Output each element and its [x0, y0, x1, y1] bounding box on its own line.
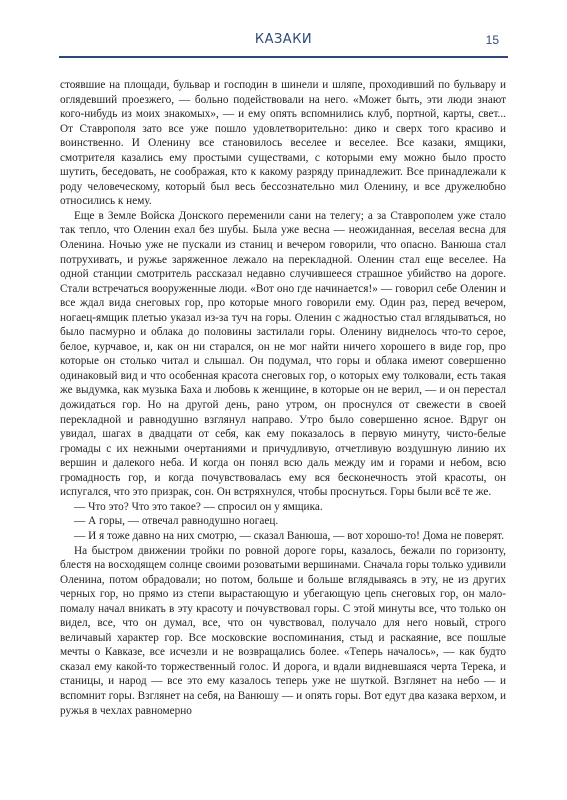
paragraph: Еще в Земле Войска Донского переменили сани на телегу; а за Ставрополем уже стало так тепло, что Оленин ехал без шубы. Была уже весна — неожиданная, веселая весна для Оленина. Ночью уже не пускали из станиц и вечером говорили, что опасно. Ванюша стал потрухивать, и ружье заряженное лежало на перекладной. Оленин стал еще веселее. На одной станции смотритель рассказал недавно случившееся страшное убийство на дороге. Стали встречаться вооруженные люди. «Вот оно где начинается!» — говорил себе Оленин и все ждал вида снеговых гор, про которые много говорили ему. Один раз, перед вечером, ногаец-ямщик плетью указал из-за туч на горы. Оленин с жадностью стал вглядываться, но было пасмурно и облака до половины застилали горы. Оленину виднелось что-то серое, белое, курчавое, и, как он ни старался, он не мог найти ничего хорошего в виде гор, про которые он столько читал и слышал. Он подумал, что горы и облака имеют совершенно одинаковый вид и что особенная красота снеговых гор, о которых ему толковали, есть такая же выдумка, как музыка Баха и любовь к женщине, в которые он не верил, — и он перестал дожидаться гор. Но на другой день, рано утром, он проснулся от свежести в своей перекладной и равнодушно взглянул направо. Утро было совершенно ясное. Вдруг он увидал, шагах в двадцати от себя, как ему показалось в первую минуту, чисто-белые громады с их нежными очертаниями и причудливую, отчетливую воздушную линию их вершин и далекого неба. И когда он понял всю даль между им и горами и небом, всю громадность гор, и когда почувствовалась ему вся бесконечность этой красоты, он испугался, что это призрак, сон. Он встряхнулся, чтобы проснуться. Горы были всё те же.	[60, 209, 506, 499]
page-number: 15	[485, 33, 499, 47]
chapter-title: КАЗАКИ	[254, 32, 313, 47]
dialogue-line: — А горы, — отвечал равнодушно ногаец.	[74, 515, 279, 528]
body-text	[60, 78, 506, 718]
running-header	[0, 30, 567, 58]
dialogue-line: — И я тоже давно на них смотрю, — сказал Ванюша, — вот хорошо-то! Дома не поверят.	[74, 529, 505, 542]
paragraph: На быстром движении тройки по ровной дороге горы, казалось, бежали по горизонту, блестя на восходящем солнце своими розоватыми вершинами. Сначала горы только удивили Оленина, потом обрадовали; но потом, больше и больше вглядываясь в эту, не из других черных гор, но прямо из степи вырастающую и убегающую цепь снеговых гор, он мало-помалу начал вникать в эту красоту и почувствовал горы. С этой минуты все, что только он видел, все, что он думал, все, что он чувствовал, получало для него новый, строго величавый характер гор. Все московские воспоминания, стыд и раскаяние, все пошлые мечты о Кавказе, все исчезли и не возвращались более. «Теперь началось», — как будто сказал ему какой-то торжественный голос. И дорога, и вдали видневшаяся черта Терека, и станицы, и народ — все это ему казалось теперь уже не шуткой. Взглянет на небо — и вспомнит горы. Взглянет на себя, на Ванюшу — и опять горы. Вот едут два казака верхом, и ружья в чехлах равномерно	[60, 544, 506, 717]
dialogue-line: — Что это? Что это такое? — спросил он у ямщика.	[74, 500, 323, 513]
header-rule	[59, 56, 508, 58]
paragraph: стоявшие на площади, бульвар и господин в шинели и шляпе, проходивший по бульвару и оглядевший проезжего, — больно подействовали на него. «Может быть, эти люди знают кого-нибудь из моих знакомых», — и ему опять вспомнились клуб, портной, карты, свет... От Ставрополя зато все уже пошло удовлетворительно: дико и сверх того красиво и воинственно. И Оленину все становилось веселее и веселее. Все казаки, ямщики, смотрителя казались ему простыми существами, с которыми ему можно было просто шутить, беседовать, не соображая, кто к какому разряду принадлежит. Все принадлежали к роду человеческому, который был весь бессознательно мил Оленину, и все дружелюбно относились к нему.	[60, 79, 506, 208]
